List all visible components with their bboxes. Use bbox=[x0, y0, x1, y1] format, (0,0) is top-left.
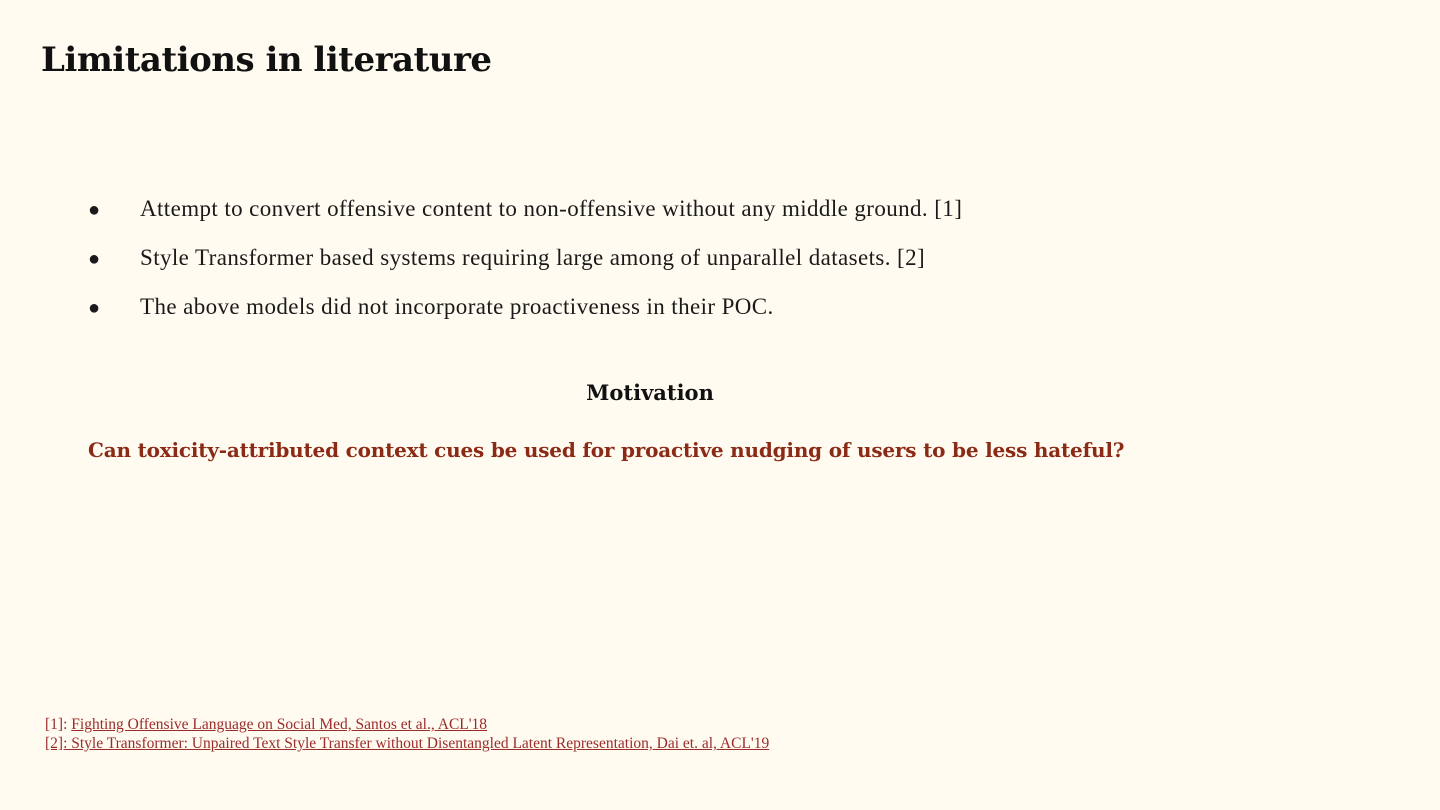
bullet-text: Attempt to convert offensive content to non-offensive without any middle ground. [1] bbox=[140, 196, 963, 221]
motivation-question: Can toxicity-attributed context cues be used for proactive nudging of users to be less hateful? bbox=[88, 438, 1125, 462]
bullet-icon: ● bbox=[88, 199, 101, 221]
references bbox=[45, 715, 769, 753]
slide-title: Limitations in literature bbox=[41, 40, 492, 80]
motivation-heading: Motivation bbox=[586, 380, 714, 405]
list-item bbox=[88, 294, 962, 343]
bullet-text: Style Transformer based systems requiring large among of unparallel datasets. [2] bbox=[140, 245, 926, 270]
bullet-text: The above models did not incorporate proactiveness in their POC. bbox=[140, 294, 774, 319]
reference-link-1[interactable]: Fighting Offensive Language on Social Med, Santos et al., ACL'18 bbox=[71, 716, 488, 733]
reference-2 bbox=[45, 734, 769, 753]
reference-link-2[interactable]: [2]: Style Transformer: Unpaired Text Style Transfer without Disentangled Latent Representation, Dai et. al, ACL'19 bbox=[45, 735, 770, 752]
bullet-icon: ● bbox=[88, 297, 101, 319]
reference-prefix: [1]: bbox=[45, 716, 72, 733]
reference-1 bbox=[45, 715, 769, 734]
list-item bbox=[88, 245, 962, 294]
list-item bbox=[88, 196, 962, 245]
limitations-list bbox=[88, 196, 962, 343]
bullet-icon: ● bbox=[88, 248, 101, 270]
